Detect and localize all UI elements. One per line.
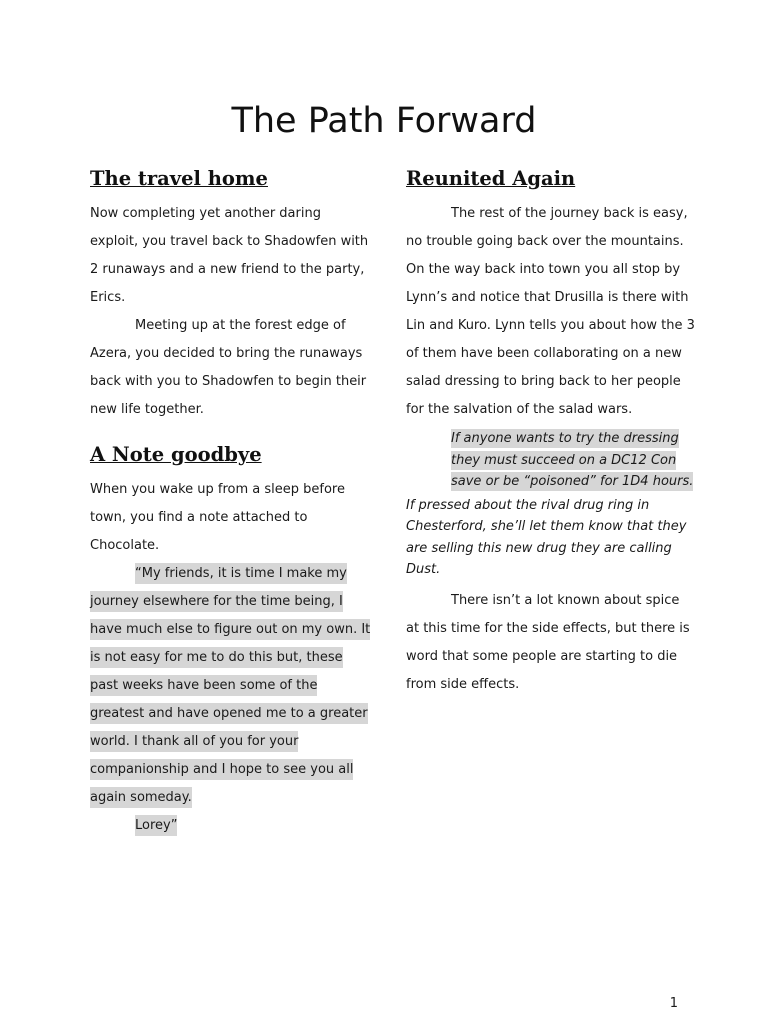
- signature-highlight: Lorey”: [135, 815, 177, 836]
- paragraph-travel-home-1: Now completing yet another daring exploit, you travel back to Shadowfen with 2 runaways and a new friend to the party, Erics.: [90, 206, 369, 305]
- letter-text: [90, 560, 372, 812]
- right-column: [406, 164, 696, 699]
- letter-highlight: “My friends, it is time I make my journey elsewhere for the time being, I have much else to figure out on my own. It is not easy for me to do this but, these past weeks have been some of the greatest and have opened me to a greater world. I thank all of you for your companionship and I hope to see you all again someday.: [90, 563, 370, 808]
- letter-signature: [90, 812, 372, 840]
- page-number: 1: [669, 996, 678, 1011]
- heading-reunited-again: Reunited Again: [406, 167, 576, 190]
- left-column: [90, 164, 372, 840]
- document-title: The Path Forward: [231, 101, 537, 141]
- paragraph-reunited-2: There isn’t a lot known about spice at this time for the side effects, but there is word that some people are starting to die from side effects.: [406, 592, 690, 692]
- paragraph-reunited-1: The rest of the journey back is easy, no trouble going back over the mountains. On the way back into town you all stop by Lynn’s and notice that Drusilla is there with Lin and Kuro. Lynn tells you about how the 3 of them have been collaborating on a new salad dressing to bring back to her people for the salvation of the salad wars.: [406, 206, 695, 417]
- paragraph-travel-home-2: Meeting up at the forest edge of Azera, you decided to bring the runaways back with you to Shadowfen to begin their new life together.: [90, 318, 367, 417]
- dm-note-block: [451, 428, 696, 493]
- paragraph-note-intro: When you wake up from a sleep before town, you find a note attached to Chocolate.: [90, 482, 345, 553]
- heading-note-goodbye: A Note goodbye: [90, 443, 262, 466]
- dm-note-dressing: [451, 428, 696, 493]
- heading-travel-home: The travel home: [90, 167, 268, 190]
- dm-note-drug-ring: If pressed about the rival drug ring in Chesterford, she’ll let them know that they are selling this new drug they are calling Dust.: [406, 497, 687, 577]
- dm-note-highlight: If anyone wants to try the dressing they must succeed on a DC12 Con save or be “poisoned” for 1D4 hours.: [451, 431, 694, 489]
